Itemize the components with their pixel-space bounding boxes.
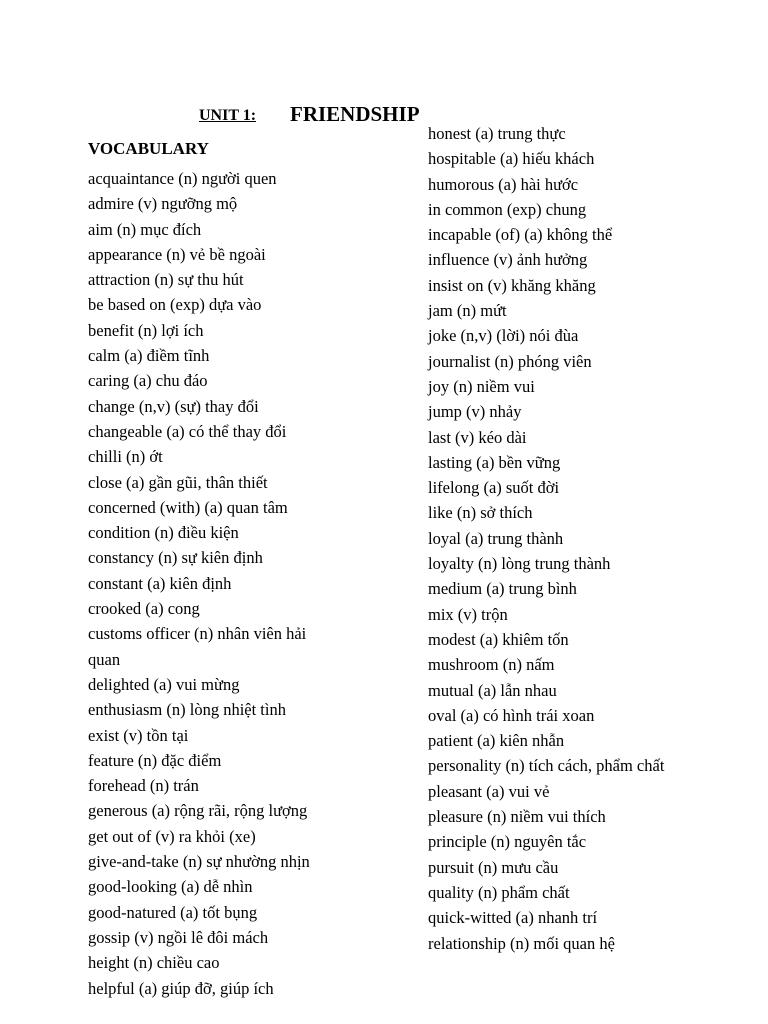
vocabulary-entry: pleasant (a) vui vẻ	[428, 781, 550, 801]
vocabulary-entry: chilli (n) ớt	[88, 447, 163, 467]
vocabulary-entry: pleasure (n) niềm vui thích	[428, 807, 606, 827]
vocabulary-entry: feature (n) đặc điểm	[88, 750, 222, 770]
vocabulary-entry: close (a) gần gũi, thân thiết	[88, 472, 268, 492]
vocabulary-entry: mushroom (n) nấm	[428, 655, 555, 675]
unit-title: FRIENDSHIP	[290, 102, 420, 126]
vocabulary-entry: condition (n) điều kiện	[88, 523, 239, 543]
vocabulary-entry: exist (v) tồn tại	[88, 725, 189, 745]
vocabulary-entry: patient (a) kiên nhẫn	[428, 731, 565, 751]
vocabulary-entry: insist on (v) khăng khăng	[428, 275, 596, 295]
vocabulary-entry: lasting (a) bền vững	[428, 452, 561, 472]
vocabulary-entry: constancy (n) sự kiên định	[88, 548, 263, 568]
vocabulary-entry: get out of (v) ra khỏi (xe)	[88, 826, 256, 846]
vocabulary-entry: be based on (exp) dựa vào	[88, 295, 262, 315]
vocabulary-entry: caring (a) chu đáo	[88, 371, 208, 391]
vocabulary-entry: joy (n) niềm vui	[428, 376, 535, 396]
vocabulary-entry: medium (a) trung bình	[428, 579, 577, 599]
vocabulary-entry: appearance (n) vẻ bề ngoài	[88, 244, 266, 264]
vocabulary-entry: change (n,v) (sự) thay đổi	[88, 396, 259, 416]
vocabulary-entry: pursuit (n) mưu cầu	[428, 857, 559, 877]
vocabulary-entry: enthusiasm (n) lòng nhiệt tình	[88, 700, 286, 720]
vocabulary-entry: customs officer (n) nhân viên hải	[88, 624, 307, 644]
vocabulary-entry: good-natured (a) tốt bụng	[88, 902, 258, 922]
vocabulary-entry: lifelong (a) suốt đời	[428, 478, 560, 498]
vocabulary-entry: oval (a) có hình trái xoan	[428, 705, 595, 725]
vocabulary-entry: delighted (a) vui mừng	[88, 674, 240, 694]
vocabulary-entry: quality (n) phẩm chất	[428, 882, 570, 902]
vocabulary-entry: gossip (v) ngồi lê đôi mách	[88, 927, 269, 947]
vocabulary-entry: crooked (a) cong	[88, 599, 200, 619]
vocabulary-entry: quick-witted (a) nhanh trí	[428, 908, 598, 928]
vocabulary-entry: modest (a) khiêm tốn	[428, 629, 569, 649]
vocabulary-entry: aim (n) mục đích	[88, 219, 202, 239]
vocabulary-entry: incapable (of) (a) không thể	[428, 225, 613, 245]
vocabulary-entry: generous (a) rộng rãi, rộng lượng	[88, 801, 308, 821]
vocabulary-entry: influence (v) ảnh hưởng	[428, 250, 588, 270]
vocabulary-entry: joke (n,v) (lời) nói đùa	[428, 326, 579, 346]
vocabulary-entry: constant (a) kiên định	[88, 573, 232, 593]
vocabulary-entry: benefit (n) lợi ích	[88, 320, 204, 340]
vocabulary-entry: forehead (n) trán	[88, 776, 199, 796]
vocabulary-entry: height (n) chiều cao	[88, 953, 220, 973]
vocabulary-entry: acquaintance (n) người quen	[88, 169, 277, 188]
vocabulary-heading: VOCABULARY	[88, 139, 209, 158]
vocabulary-entry: attraction (n) sự thu hút	[88, 270, 244, 290]
vocabulary-entry: last (v) kéo dài	[428, 427, 527, 447]
vocabulary-list-left	[88, 166, 310, 1001]
vocabulary-entry: principle (n) nguyên tắc	[428, 832, 587, 852]
vocabulary-entry: loyal (a) trung thành	[428, 528, 564, 548]
vocabulary-list-right	[428, 121, 664, 956]
vocabulary-entry: good-looking (a) dễ nhìn	[88, 877, 253, 897]
vocabulary-entry: like (n) sở thích	[428, 503, 533, 523]
vocabulary-entry: loyalty (n) lòng trung thành	[428, 554, 611, 574]
vocabulary-entry: in common (exp) chung	[428, 199, 587, 219]
vocabulary-entry: admire (v) ngưỡng mộ	[88, 194, 238, 214]
vocabulary-entry: jam (n) mứt	[428, 301, 507, 321]
vocabulary-entry: humorous (a) hài hước	[428, 174, 579, 194]
vocabulary-entry: relationship (n) mối quan hệ	[428, 933, 615, 953]
vocabulary-entry: mutual (a) lẫn nhau	[428, 680, 557, 700]
vocabulary-entry: personality (n) tích cách, phẩm chất	[428, 756, 665, 776]
vocabulary-entry: quan	[88, 649, 121, 669]
unit-label: UNIT 1:	[199, 107, 257, 124]
vocabulary-entry: honest (a) trung thực	[428, 124, 566, 143]
vocabulary-entry: jump (v) nhảy	[428, 402, 522, 422]
vocabulary-entry: journalist (n) phóng viên	[428, 351, 592, 371]
vocabulary-entry: mix (v) trộn	[428, 604, 508, 624]
vocabulary-entry: concerned (with) (a) quan tâm	[88, 497, 288, 517]
vocabulary-entry: give-and-take (n) sự nhường nhịn	[88, 852, 310, 872]
vocabulary-entry: hospitable (a) hiếu khách	[428, 149, 595, 169]
vocabulary-entry: changeable (a) có thể thay đổi	[88, 421, 287, 441]
vocabulary-entry: helpful (a) giúp đỡ, giúp ích	[88, 978, 274, 998]
vocabulary-entry: calm (a) điềm tĩnh	[88, 346, 210, 366]
